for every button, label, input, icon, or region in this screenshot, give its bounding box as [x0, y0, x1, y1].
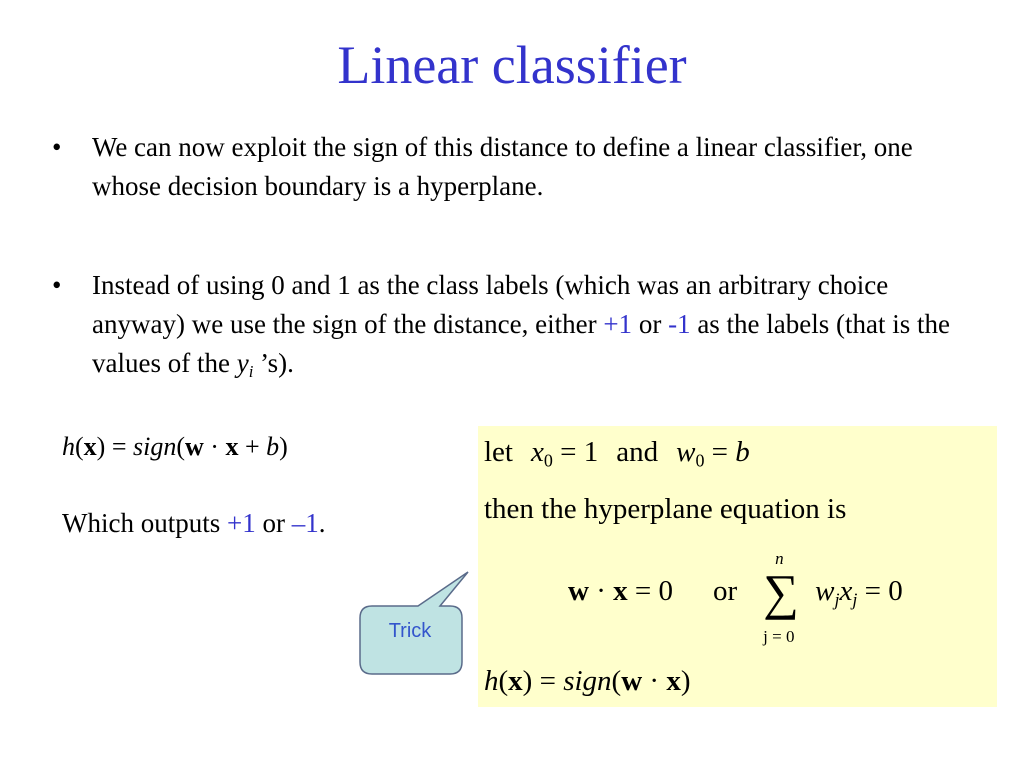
- eq-dot: ·: [203, 432, 226, 461]
- eq-open: (: [75, 432, 84, 461]
- eq3-or: or: [712, 575, 738, 607]
- w0-b: b: [735, 436, 750, 468]
- eq4-dot: ·: [642, 665, 667, 697]
- eq-w: w: [185, 432, 204, 461]
- sum-upper-limit: n: [775, 549, 784, 569]
- let-word: let: [484, 436, 513, 468]
- eq3-eq0b: = 0: [857, 575, 903, 607]
- y-subscript: i: [248, 362, 254, 382]
- x0-sub: 0: [543, 450, 553, 471]
- eq-x2: x: [225, 432, 239, 461]
- eq3-w: w: [568, 575, 589, 607]
- outputs-prefix: Which outputs: [62, 508, 227, 538]
- eq3-dot: ·: [588, 575, 614, 607]
- sum-symbol: ∑: [763, 564, 799, 621]
- slide-title: Linear classifier: [337, 35, 687, 95]
- y-variable: y: [236, 348, 249, 378]
- eq4-open: (: [498, 665, 509, 697]
- eq4-x2: x: [666, 665, 681, 697]
- x0-var: x: [531, 436, 544, 468]
- eq4-x: x: [508, 665, 523, 697]
- w0-eq: =: [704, 436, 736, 468]
- eq3-x: x: [613, 575, 628, 607]
- eq4-paren-open: (: [611, 665, 622, 697]
- trick-label: Trick: [388, 620, 432, 642]
- outputs-minus-one: –1: [291, 508, 319, 538]
- label-minus-one: -1: [668, 309, 691, 339]
- and-word: and: [616, 436, 659, 468]
- eq-paren-close: ): [279, 432, 288, 461]
- eq-plus: +: [238, 432, 267, 461]
- eq-sign: sign: [133, 432, 177, 461]
- eq4-h: h: [484, 665, 499, 697]
- callout-line-hyperplane: then the hyperplane equation is: [484, 493, 847, 525]
- eq-close-eq: ) =: [96, 432, 133, 461]
- outputs-plus-one: +1: [226, 508, 256, 538]
- eq3-j1: j: [834, 589, 840, 610]
- eq-x: x: [83, 432, 97, 461]
- bullet-text-or: or: [632, 309, 669, 339]
- eq3-wj: w: [815, 575, 835, 607]
- x0-eq: = 1: [552, 436, 599, 468]
- outputs-suffix: .: [318, 508, 326, 538]
- bullet-text-start: Instead of using 0 and 1 as the class labels (which was an arbitrary choice anyway) we use the sign of the distance, either: [92, 270, 889, 339]
- bullet-text: We can now exploit the sign of this distance to define a linear classifier, one whose decision boundary is a hyperplane.: [92, 132, 913, 201]
- eq3-eq0: = 0: [627, 575, 673, 607]
- w0-var: w: [676, 436, 696, 468]
- eq-h: h: [62, 432, 75, 461]
- eq4-paren-close: ): [680, 665, 691, 697]
- label-plus-one: +1: [603, 309, 633, 339]
- eq4-close-eq: ) =: [522, 665, 564, 697]
- eq4-w: w: [621, 665, 643, 697]
- eq3-xj: x: [839, 575, 853, 607]
- eq-b: b: [266, 432, 280, 461]
- bullet-marker: •: [52, 132, 62, 162]
- eq-paren-open: (: [176, 432, 186, 461]
- eq4-sign: sign: [563, 665, 612, 697]
- bullet-text-mid: as the labels (that is the values of the: [92, 309, 950, 378]
- w0-sub: 0: [695, 450, 705, 471]
- outputs-or: or: [255, 508, 292, 538]
- bullet-text-end: ’s).: [253, 348, 294, 378]
- eq3-j2: j: [852, 589, 858, 610]
- bullet-marker: •: [52, 270, 62, 300]
- sum-lower-limit: j = 0: [763, 627, 795, 647]
